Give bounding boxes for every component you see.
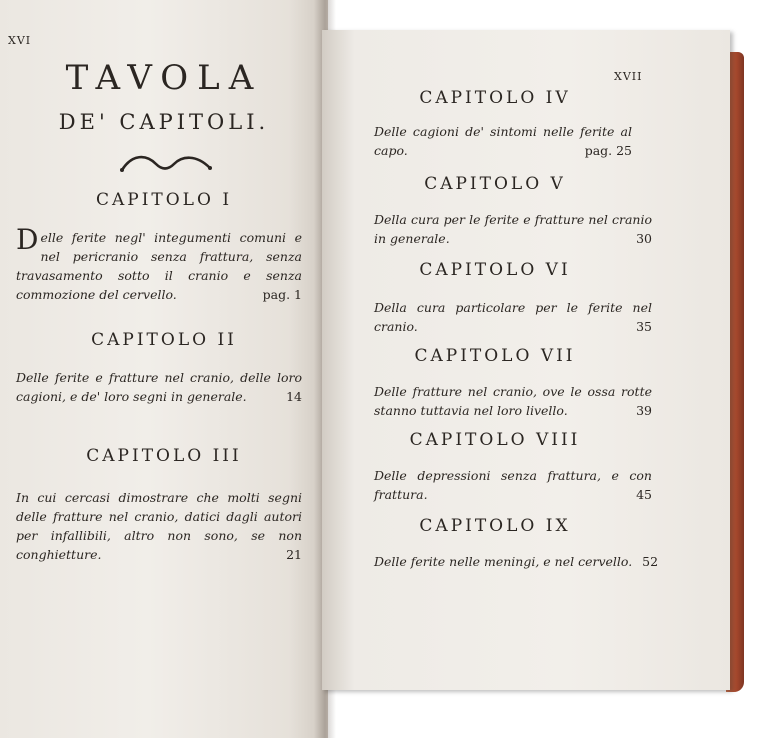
chapter-heading: CAPITOLO II	[91, 330, 237, 350]
page-subtitle: DE' CAPITOLI.	[58, 110, 270, 134]
chapter-entry	[374, 552, 662, 571]
drop-cap: D	[16, 223, 39, 256]
chapter-description: Delle ferite e fratture nel cranio, delle loro cagioni, e de' loro segni in generale.	[16, 370, 302, 404]
chapter-heading: CAPITOLO IX	[419, 516, 571, 536]
chapter-description: In cui cercasi dimostrare che molti segni delle fratture nel cranio, datici dagli autori per infallibili, altro non sono, se non conghietture.	[16, 490, 302, 562]
chapter-entry	[374, 466, 652, 504]
right-page	[322, 30, 730, 690]
chapter-entry	[374, 122, 632, 160]
right-page-number: XVII	[614, 70, 643, 83]
chapter-heading: CAPITOLO III	[86, 446, 242, 466]
left-page	[0, 0, 328, 738]
chapter-heading: CAPITOLO VIII	[409, 430, 581, 450]
page-reference: 39	[636, 403, 652, 418]
chapter-entry	[16, 368, 302, 406]
chapter-heading: CAPITOLO VII	[414, 346, 576, 366]
page-reference: pag. 25	[584, 143, 632, 158]
page-reference: 21	[286, 547, 302, 562]
page-reference: 45	[636, 487, 652, 502]
chapter-entry	[374, 298, 652, 336]
page-title: TAVOLA	[65, 58, 263, 98]
chapter-description: Delle ferite nelle meningi, e nel cervello.	[374, 554, 633, 569]
chapter-heading: CAPITOLO V	[424, 174, 566, 194]
chapter-description: Della cura particolare per le ferite nel cranio.	[374, 300, 652, 334]
page-reference: 35	[636, 319, 652, 334]
page-reference: 14	[286, 389, 302, 404]
chapter-description: elle ferite negl' integumenti comuni e nel pericranio senza frattura, senza travasamento sotto il cranio e senza commozione del cervello.	[16, 230, 302, 302]
chapter-heading: CAPITOLO I	[95, 190, 233, 210]
left-page-number: XVI	[8, 34, 32, 47]
page-reference: 52	[642, 554, 659, 569]
ornament-flourish-icon	[118, 150, 214, 176]
page-reference: pag. 1	[262, 287, 302, 302]
chapter-entry	[374, 210, 652, 248]
chapter-entry	[16, 223, 302, 304]
chapter-entry	[16, 488, 302, 564]
chapter-description: Della cura per le ferite e fratture nel cranio in generale.	[374, 212, 652, 246]
chapter-entry	[374, 382, 652, 420]
chapter-description: Delle depressioni senza frattura, e con frattura.	[374, 468, 652, 502]
chapter-heading: CAPITOLO VI	[419, 260, 571, 280]
chapter-heading: CAPITOLO IV	[419, 88, 571, 108]
page-reference: 30	[636, 231, 652, 246]
chapter-description: Delle cagioni de' sintomi nelle ferite al capo.	[374, 124, 632, 158]
chapter-description: Delle fratture nel cranio, ove le ossa rotte stanno tuttavia nel loro livello.	[374, 384, 652, 418]
